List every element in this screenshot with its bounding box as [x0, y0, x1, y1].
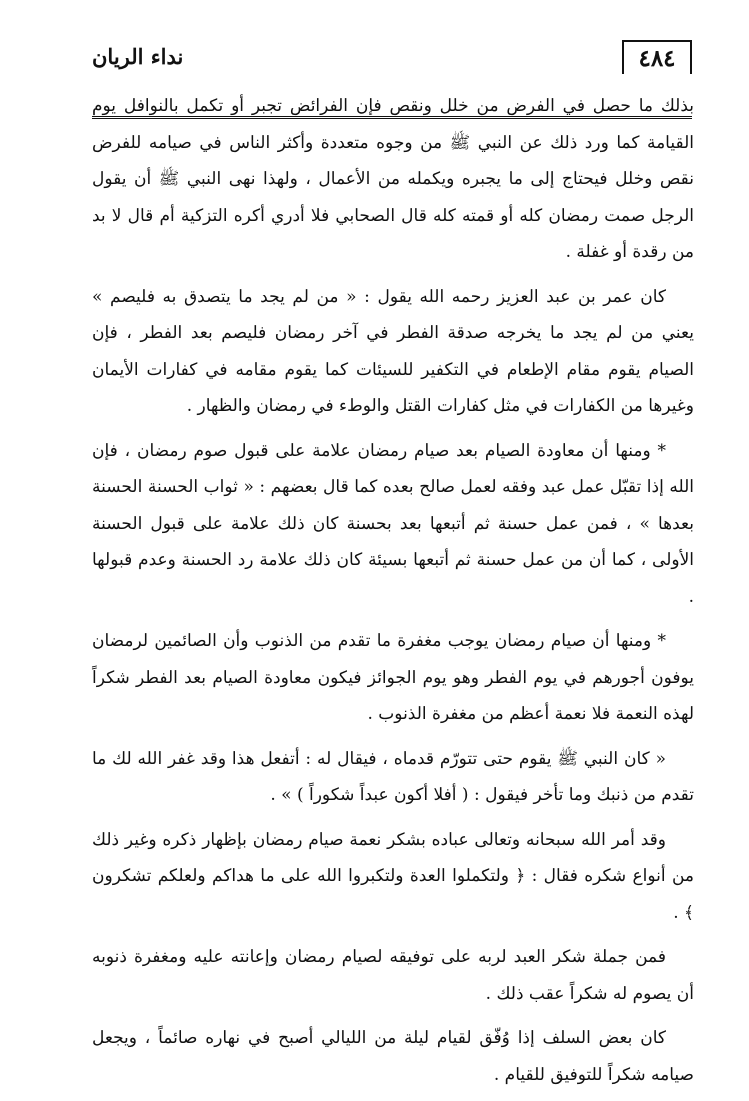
- paragraph-4: * ومنها أن صيام رمضان يوجب مغفرة ما تقدم من الذنوب وأن الصائمين لرمضان يوفون أجورهم في يوم الفطر وهو يوم الجوائز فيكون معاودة الصيام بعد الفطر شكراً لهذه النعمة فلا نعمة أعظم من مغفرة الذنوب .: [92, 631, 694, 724]
- book-title: نداء الريان: [92, 44, 184, 69]
- paragraph-6: وقد أمر الله سبحانه وتعالى عباده بشكر نعمة صيام رمضان بإظهار ذكره وغير ذلك من أنواع شكره فقال : ﴿ ولتكملوا العدة ولتكبروا الله على ما هداكم ولعلكم تشكرون ﴾ .: [92, 829, 694, 923]
- paragraph-2: كان عمر بن عبد العزيز رحمه الله يقول : « من لم يجد ما يتصدق به فليصم » يعني من لم يجد ما يخرجه صدقة الفطر في آخر رمضان فليصم بعد الفطر ، فإن الصيام يقوم مقام الإطعام في التكفير للسيئات كما يقوم مقامه في كفارات الأيمان وغيرها من الكفارات في مثل كفارات القتل والوطء في رمضان والظهار .: [92, 286, 694, 416]
- paragraph-7: فمن جملة شكر العبد لربه على توفيقه لصيام رمضان وإعانته عليه ومغفرة ذنوبه أن يصوم له شكراً عقب ذلك .: [92, 947, 694, 1004]
- paragraph-5: « كان النبي ﷺ يقوم حتى تتورّم قدماه ، فيقال له : أتفعل هذا وقد غفر الله لك ما تقدم من ذنبك وما تأخر فيقول : ( أفلا أكون عبداً شكوراً ) » .: [92, 748, 694, 805]
- page-number: ٤٨٤: [622, 40, 692, 74]
- page-header: [92, 38, 692, 80]
- paragraph-3: * ومنها أن معاودة الصيام بعد صيام رمضان علامة على قبول صوم رمضان ، فإن الله إذا تقبّل عمل عبد وفقه لعمل صالح بعده كما قال بعضهم : « ثواب الحسنة الحسنة بعدها » ، فمن عمل حسنة ثم أتبعها بعد بحسنة كان ذلك علامة على قبول الحسنة الأولى ، كما أن من عمل حسنة ثم أتبعها بسيئة كان ذلك علامة رد الحسنة وعدم قبولها .: [92, 440, 694, 607]
- paragraph-1: بذلك ما حصل في الفرض من خلل ونقص فإن الفرائض تجبر أو تكمل بالنوافل يوم القيامة كما ورد ذلك عن النبي ﷺ من وجوه متعددة وأكثر الناس في صيامه للفرض نقص وخلل فيحتاج إلى ما يجبره ويكمله من الأعمال ، ولهذا نهى النبي ﷺ أن يقول الرجل صمت رمضان كله أو قمته كله قال الصحابي فلا أدري أكره التزكية أم قال لا بد من رقدة أو غفلة .: [92, 96, 694, 262]
- body-text: [92, 88, 694, 1101]
- paragraph-8: كان بعض السلف إذا وُفّق لقيام ليلة من الليالي أصبح في نهاره صائماً ، ويجعل صيامه شكراً للتوفيق للقيام .: [92, 1028, 694, 1085]
